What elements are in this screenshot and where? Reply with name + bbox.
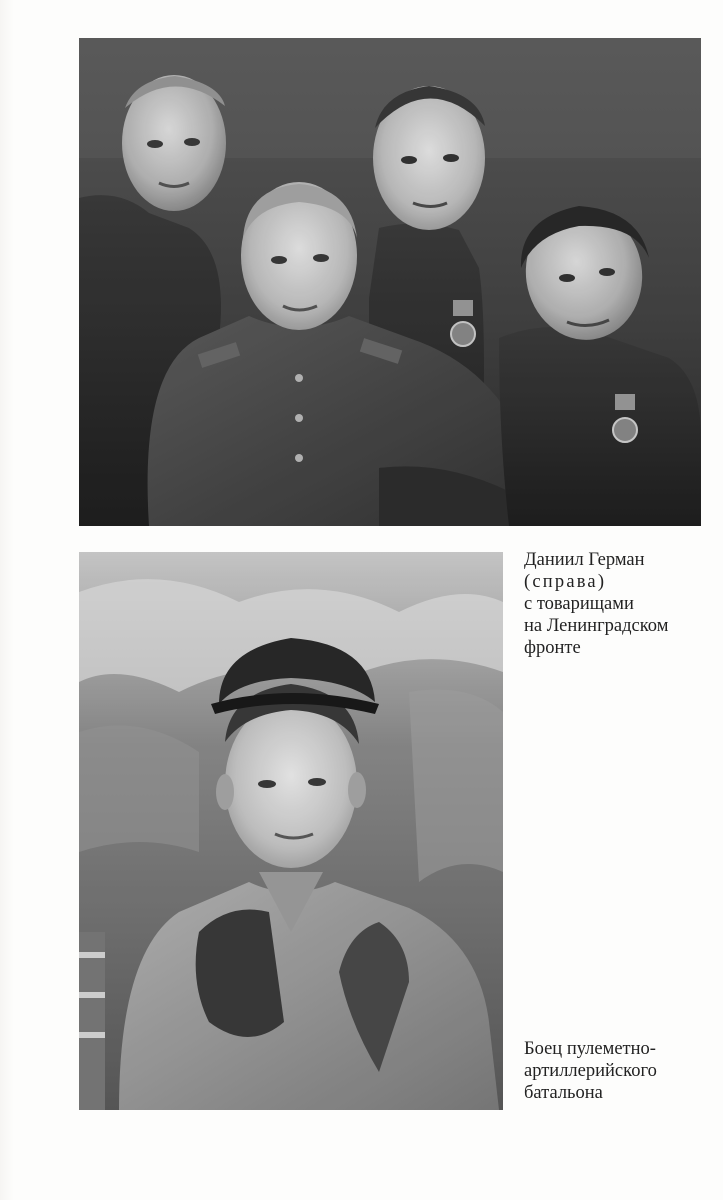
caption-line: Даниил Герман: [524, 550, 645, 570]
caption-line: фронте: [524, 638, 581, 658]
caption-line: на Ленинградском: [524, 616, 669, 636]
caption-line: (справа): [524, 572, 607, 592]
caption-line: артиллерийского: [524, 1061, 657, 1081]
group-portrait-caption: [524, 549, 719, 659]
group-portrait-image: [79, 38, 701, 526]
caption-line: батальона: [524, 1083, 603, 1103]
caption-line: с товарищами: [524, 594, 634, 614]
caption-line: Боец пулеметно-: [524, 1039, 656, 1059]
group-portrait-photo: [79, 38, 701, 526]
soldier-portrait-image: [79, 552, 503, 1110]
soldier-portrait-photo: [79, 552, 503, 1110]
soldier-portrait-caption: [524, 1038, 719, 1104]
